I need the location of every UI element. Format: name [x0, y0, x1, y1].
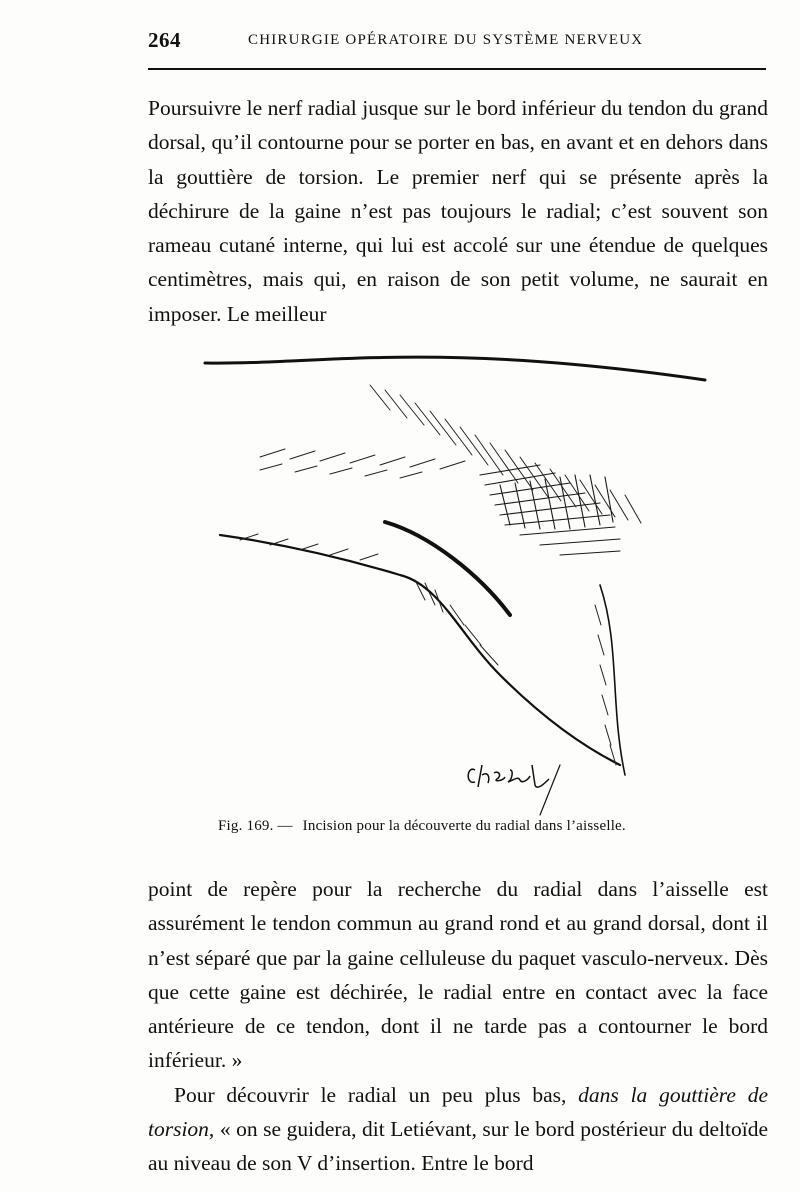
- hatching-left-band: [260, 449, 465, 478]
- text-block-bottom: [148, 872, 768, 1181]
- header-rule: [148, 68, 766, 70]
- running-head: CHIRURGIE OPÉRATOIRE DU SYSTÈME NERVEUX: [248, 32, 644, 48]
- caption-text: Incision pour la découverte du radial dans l’aisselle.: [302, 818, 626, 834]
- skin-contour-top: [205, 357, 705, 380]
- hatching-upper: [370, 385, 641, 523]
- page-number: 264: [148, 28, 181, 52]
- paragraph-top: Poursuivre le nerf radial jusque sur le bord inférieur du tendon du grand dorsal, qu’il contourne pour se porter en bas, en avant et en dehors dans la gouttière de torsion. Le premier nerf qui se présente après la déchirure de la gaine n’est pas toujours le radial; c’est souvent son rameau cutané interne, qui lui est accolé sur une étendue de quelques centimètres, mais qui, en raison de son petit volume, ne saurait en imposer. Le meilleur: [148, 96, 768, 326]
- page-header: [148, 28, 766, 58]
- arm-contour-right: [600, 585, 625, 775]
- paragraph-next-rest: « on se guidera, dit Letiévant, sur le bord postérieur du deltoïde au niveau de son V d’insertion. Entre le bord: [148, 1117, 768, 1176]
- arm-contour-left: [220, 535, 620, 765]
- paragraph-next: [148, 1078, 768, 1181]
- paragraph-next-start: Pour découvrir le radial un peu plus bas,: [174, 1082, 579, 1107]
- figure-caption: [218, 818, 718, 835]
- signature-mark: [468, 765, 549, 787]
- text-block-top: [148, 91, 768, 331]
- figure-illustration: [200, 345, 720, 825]
- paragraph-continue: point de repère pour la recherche du radial dans l’aisselle est assurément le tendon commun au grand rond et au grand dorsal, dont il n’est séparé que par la gaine celluleuse du paquet vasculo-nerveux. Dès que cette gaine est déchirée, le radial entre en contact avec la face antérieure de ce tendon, dont il ne tarde pas a contourner le bord inférieur. »: [148, 877, 768, 1073]
- incision-line: [385, 522, 510, 615]
- hatching-lower-arm: [240, 534, 616, 765]
- figure-label: Fig. 169. —: [218, 818, 293, 834]
- paragraph-next-italic: dans la gouttière de torsion,: [148, 1082, 768, 1142]
- pointer-line: [540, 765, 560, 815]
